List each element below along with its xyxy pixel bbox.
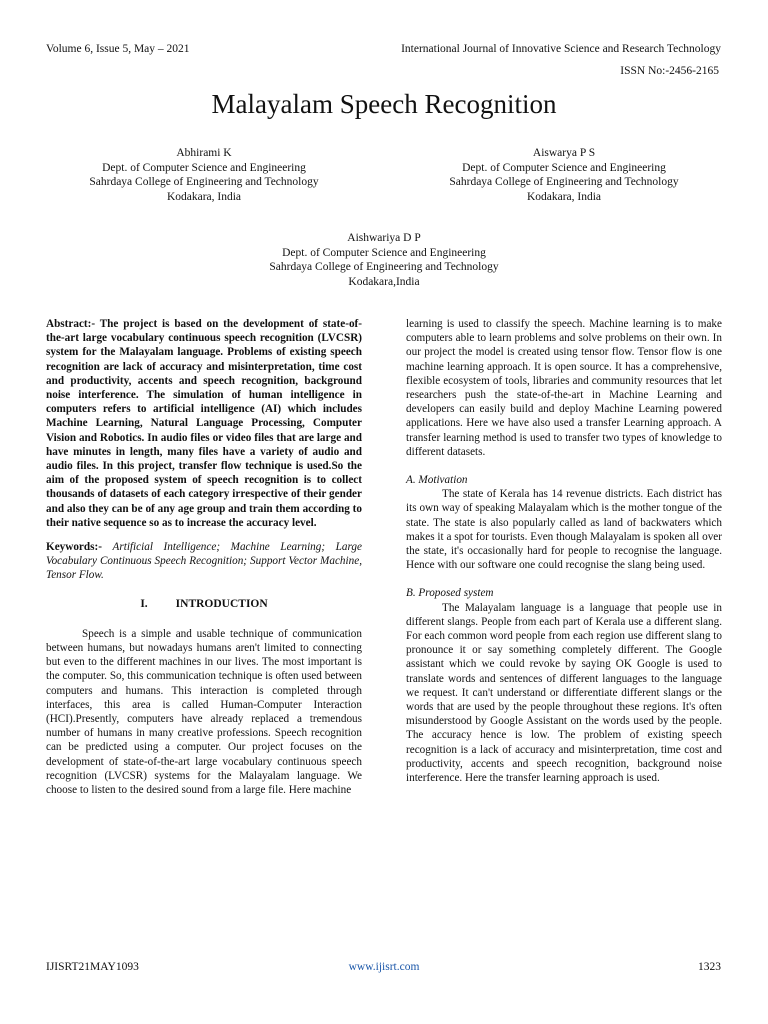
subsection-heading-motivation: A. Motivation bbox=[406, 474, 468, 487]
author-college: Sahrdaya College of Engineering and Technology bbox=[89, 176, 319, 188]
keywords bbox=[46, 540, 362, 583]
author-block-3 bbox=[234, 231, 534, 289]
website-link[interactable]: www.ijisrt.com bbox=[348, 961, 420, 973]
page-number: 1323 bbox=[698, 961, 721, 973]
subsection-heading-proposed-system: B. Proposed system bbox=[406, 587, 494, 600]
volume-info: Volume 6, Issue 5, May – 2021 bbox=[46, 43, 190, 55]
section-heading-introduction bbox=[46, 597, 362, 611]
proposed-system-paragraph: The Malayalam language is a language that people use in different slangs. People from each part of Kerala use a different slang. For each common word people from each region use different slang to pronounce it or say something completely different. The Google assistant which we could revoke by saying OK Google is used to translate words and sentences of different languages to the language we request. It can't understand or differentiate different slangs or the words that are used by the people throughout these regions. It's often misunderstood by Google Assistant on the words used by the people. The accuracy hence is low. The problem of existing speech recognition is a lack of accuracy and misinterpretation, time cost and productivity, accents and speech recognition, background noise interference. Here the transfer learning approach is used. bbox=[406, 601, 722, 785]
author-dept: Dept. of Computer Science and Engineering bbox=[282, 246, 486, 259]
author-location: Kodakara, India bbox=[166, 190, 242, 203]
author-name: Abhirami K bbox=[176, 147, 232, 159]
author-name: Aiswarya P S bbox=[532, 147, 596, 159]
section-number: I. bbox=[140, 597, 148, 610]
author-college: Sahrdaya College of Engineering and Technology bbox=[269, 261, 499, 273]
keywords-text: Artificial Intelligence; Machine Learning; Large Vocabulary Continuous Speech Recognition; Support Vector Machine, Tensor Flow. bbox=[46, 541, 362, 582]
author-location: Kodakara,India bbox=[348, 275, 420, 288]
keywords-label: Keywords:- bbox=[46, 541, 102, 554]
paper-title: Malayalam Speech Recognition bbox=[211, 89, 557, 119]
abstract: Abstract:- The project is based on the development of state-of-the-art large vocabulary continuous speech recognition (LVCSR) system for the Malayalam language. Problems of existing speech recognition are lack of accuracy and misinterpretation, time cost and productivity, accents and speech recognition, background noise interference. The simulation of human intelligence in computers refers to artificial intelligence (AI) which includes Machine Learning, Natural Language Processing, Computer Vision and Robotics. In audio files or video files that are large and have minutes in length, many files have a variety of audio and audio files. In this project, transfer flow technique is used.So the aim of the proposed system of speech recognition is to collect thousands of datasets of each category irrespective of their gender and also they can be of any age group and train them according to their native sequence so as to increase the accuracy level. bbox=[46, 318, 362, 529]
motivation-paragraph: The state of Kerala has 14 revenue districts. Each district has its own way of speaking Malayalam which is the mother tongue of the state. The state is also popularly called as land of backwaters which makes it a spot for tourists. Even though Malayalam is spoken all over the state, it's occasionally hard for people to recognise the language. Hence with our software one could recognise the slang being used. bbox=[406, 488, 722, 572]
intro-paragraph: Speech is a simple and usable technique of communication between humans, but nowadays humans aren't limited to connecting but even to the different machines in our lives. The most important is the computer. So, this communication technique is often used between computers and humans. This interaction is completed through interfaces, this area is called Human-Computer Interaction (HCI).Presently, computers have already replaced a tremendous number of humans in many creative professions. Speech recognition can be predicted using a computer. Our project focuses on the development of state-of-the-art large vocabulary continuous speech recognition (LVCSR) systems for the Malayalam language. We choose to listen to the desired sound from a large file. Here machine bbox=[46, 627, 362, 797]
author-dept: Dept. of Computer Science and Engineering bbox=[462, 161, 666, 174]
issn: ISSN No:-2456-2165 bbox=[620, 65, 719, 77]
author-block-1 bbox=[54, 146, 354, 204]
journal-name: International Journal of Innovative Science and Research Technology bbox=[401, 43, 721, 55]
author-block-2 bbox=[414, 146, 714, 204]
left-column bbox=[46, 317, 362, 797]
section-title: INTRODUCTION bbox=[175, 597, 268, 610]
author-college: Sahrdaya College of Engineering and Technology bbox=[449, 176, 679, 188]
author-name: Aishwariya D P bbox=[347, 232, 421, 244]
right-column bbox=[406, 317, 722, 785]
paper-id: IJISRT21MAY1093 bbox=[46, 961, 139, 973]
author-location: Kodakara, India bbox=[526, 190, 602, 203]
author-dept: Dept. of Computer Science and Engineering bbox=[102, 161, 306, 174]
ml-paragraph: learning is used to classify the speech. Machine learning is to make computers able to learn problems and solve problems on their own. In our project the model is created using tensor flow. Tensor flow is one machine learning approach. It is open source. It has a comprehensive, flexible ecosystem of tools, libraries and community resources that let researchers push the state-of-the-art in Machine Learning and developers can easily build and deploy Machine Learning powered applications. Here we have also used a transfer Learning approach. A transfer learning method is used to transfer two types of knowledge to different datasets. bbox=[406, 318, 722, 458]
